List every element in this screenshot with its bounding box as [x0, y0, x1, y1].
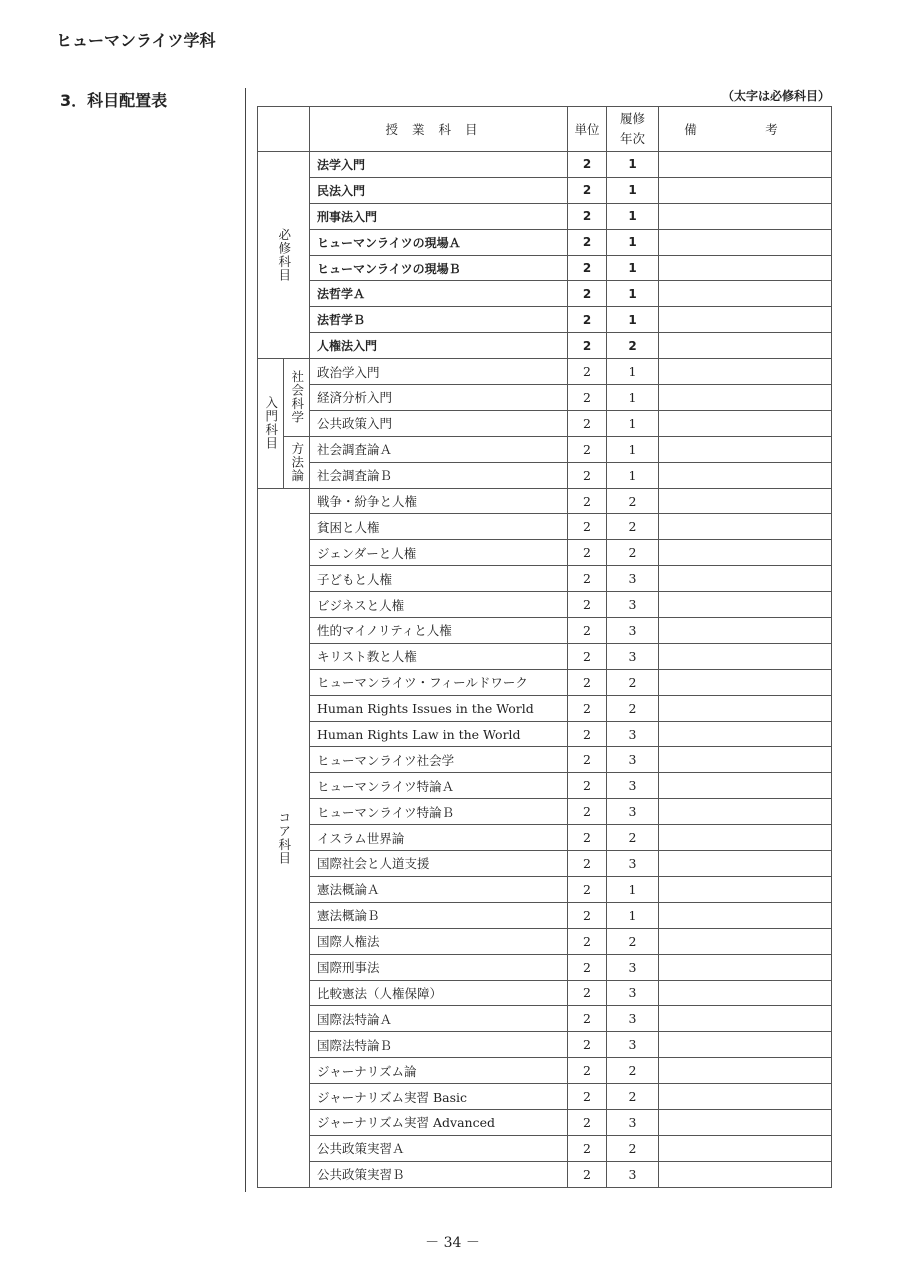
remarks-cell	[659, 928, 832, 954]
remarks-cell	[659, 203, 832, 229]
year-value: 1	[607, 203, 659, 229]
subject-name: キリスト教と人権	[310, 643, 568, 669]
credits-value: 2	[568, 281, 607, 307]
year-value: 1	[607, 876, 659, 902]
year-value: 3	[607, 773, 659, 799]
remarks-cell	[659, 359, 832, 385]
bold-note: （太字は必修科目）	[721, 89, 830, 103]
year-value: 3	[607, 980, 659, 1006]
credits-value: 2	[568, 488, 607, 514]
year-value: 1	[607, 410, 659, 436]
group-intro-social-label: 社会科学	[289, 370, 305, 425]
subject-name: 憲法概論Ａ	[310, 876, 568, 902]
table-row	[258, 954, 832, 980]
subject-name: ヒューマンライツ特論Ａ	[310, 773, 568, 799]
year-value: 1	[607, 462, 659, 488]
remarks-cell	[659, 954, 832, 980]
table-row	[258, 514, 832, 540]
year-value: 1	[607, 307, 659, 333]
subject-name: 社会調査論Ｂ	[310, 462, 568, 488]
year-value: 3	[607, 954, 659, 980]
subject-name: 公共政策実習Ａ	[310, 1135, 568, 1161]
subject-name: 政治学入門	[310, 359, 568, 385]
table-row	[258, 177, 832, 203]
remarks-cell	[659, 307, 832, 333]
year-value: 2	[607, 928, 659, 954]
table-row	[258, 876, 832, 902]
credits-value: 2	[568, 540, 607, 566]
remarks-cell	[659, 618, 832, 644]
subject-name: 法哲学Ｂ	[310, 307, 568, 333]
credits-value: 2	[568, 333, 607, 359]
subject-name: ヒューマンライツ特論Ｂ	[310, 799, 568, 825]
remarks-cell	[659, 462, 832, 488]
year-value: 3	[607, 1006, 659, 1032]
table-row	[258, 695, 832, 721]
group-intro-label: 入門科目	[263, 396, 279, 451]
subject-name: 子どもと人権	[310, 566, 568, 592]
credits-value: 2	[568, 1084, 607, 1110]
credits-value: 2	[568, 566, 607, 592]
table-row	[258, 488, 832, 514]
remarks-cell	[659, 592, 832, 618]
year-value: 1	[607, 902, 659, 928]
credits-value: 2	[568, 410, 607, 436]
credits-value: 2	[568, 618, 607, 644]
remarks-cell	[659, 540, 832, 566]
table-row	[258, 333, 832, 359]
credits-value: 2	[568, 773, 607, 799]
subject-name: イスラム世界論	[310, 825, 568, 851]
table-row	[258, 851, 832, 877]
subject-name: 刑事法入門	[310, 203, 568, 229]
subject-name: 公共政策実習Ｂ	[310, 1161, 568, 1187]
year-value: 3	[607, 1032, 659, 1058]
remarks-cell	[659, 1109, 832, 1135]
remarks-cell	[659, 1006, 832, 1032]
table-row	[258, 1032, 832, 1058]
year-value: 2	[607, 1084, 659, 1110]
table-row	[258, 1006, 832, 1032]
credits-value: 2	[568, 695, 607, 721]
year-value: 1	[607, 229, 659, 255]
credits-value: 2	[568, 229, 607, 255]
remarks-cell	[659, 902, 832, 928]
credits-value: 2	[568, 825, 607, 851]
credits-value: 2	[568, 255, 607, 281]
subject-name: 法哲学Ａ	[310, 281, 568, 307]
remarks-cell	[659, 152, 832, 178]
header-year-line1: 履修	[619, 111, 645, 126]
header-year	[607, 107, 659, 152]
credits-value: 2	[568, 876, 607, 902]
credits-value: 2	[568, 462, 607, 488]
credits-value: 2	[568, 1109, 607, 1135]
remarks-cell	[659, 747, 832, 773]
year-value: 3	[607, 566, 659, 592]
remarks-cell	[659, 436, 832, 462]
header-group-blank	[258, 107, 310, 152]
remarks-cell	[659, 773, 832, 799]
divider-line	[245, 88, 246, 1192]
table-row	[258, 592, 832, 618]
subject-name: 国際刑事法	[310, 954, 568, 980]
section-title: 3．科目配置表	[60, 91, 168, 110]
remarks-cell	[659, 385, 832, 411]
table-row	[258, 618, 832, 644]
remarks-cell	[659, 1032, 832, 1058]
remarks-cell	[659, 1161, 832, 1187]
remarks-cell	[659, 799, 832, 825]
remarks-cell	[659, 980, 832, 1006]
table-row	[258, 540, 832, 566]
year-value: 2	[607, 514, 659, 540]
subject-name: ジャーナリズム論	[310, 1058, 568, 1084]
table-row	[258, 1109, 832, 1135]
header-credits: 単位	[568, 107, 607, 152]
table-row	[258, 436, 832, 462]
remarks-cell	[659, 1058, 832, 1084]
subject-name: 国際人権法	[310, 928, 568, 954]
year-value: 2	[607, 488, 659, 514]
table-row	[258, 281, 832, 307]
credits-value: 2	[568, 436, 607, 462]
group-required-label: 必修科目	[276, 228, 292, 283]
year-value: 3	[607, 1161, 659, 1187]
table-header-row	[258, 107, 832, 152]
remarks-cell	[659, 825, 832, 851]
year-value: 1	[607, 255, 659, 281]
department-title: ヒューマンライツ学科	[56, 31, 216, 50]
remarks-cell	[659, 851, 832, 877]
table-row	[258, 410, 832, 436]
table-row	[258, 1161, 832, 1187]
year-value: 3	[607, 592, 659, 618]
subject-name: 戦争・紛争と人権	[310, 488, 568, 514]
subject-name: 国際法特論Ａ	[310, 1006, 568, 1032]
remarks-cell	[659, 1084, 832, 1110]
subject-name: 性的マイノリティと人権	[310, 618, 568, 644]
credits-value: 2	[568, 203, 607, 229]
subject-name: ヒューマンライツの現場Ａ	[310, 229, 568, 255]
remarks-cell	[659, 177, 832, 203]
subject-name: 比較憲法（人権保障）	[310, 980, 568, 1006]
year-value: 2	[607, 825, 659, 851]
table-row	[258, 255, 832, 281]
credits-value: 2	[568, 307, 607, 333]
subject-name: ジャーナリズム実習 Basic	[310, 1084, 568, 1110]
credits-value: 2	[568, 177, 607, 203]
subject-name: 国際社会と人道支援	[310, 851, 568, 877]
group-intro	[258, 359, 284, 488]
credits-value: 2	[568, 592, 607, 618]
credits-value: 2	[568, 928, 607, 954]
year-value: 1	[607, 436, 659, 462]
subject-name: Human Rights Issues in the World	[310, 695, 568, 721]
remarks-cell	[659, 643, 832, 669]
credits-value: 2	[568, 359, 607, 385]
curriculum-table	[257, 106, 832, 1188]
subject-name: 貧困と人権	[310, 514, 568, 540]
table-row	[258, 643, 832, 669]
header-year-line2: 年次	[619, 131, 645, 146]
year-value: 3	[607, 799, 659, 825]
remarks-cell	[659, 255, 832, 281]
header-subject: 授業科目	[310, 107, 568, 152]
table-row	[258, 1135, 832, 1161]
credits-value: 2	[568, 385, 607, 411]
subject-name: ヒューマンライツ・フィールドワーク	[310, 669, 568, 695]
year-value: 1	[607, 385, 659, 411]
year-value: 2	[607, 695, 659, 721]
table-row	[258, 203, 832, 229]
year-value: 2	[607, 1135, 659, 1161]
credits-value: 2	[568, 902, 607, 928]
credits-value: 2	[568, 514, 607, 540]
credits-value: 2	[568, 1135, 607, 1161]
subject-name: 国際法特論Ｂ	[310, 1032, 568, 1058]
table-row	[258, 747, 832, 773]
remarks-cell	[659, 566, 832, 592]
credits-value: 2	[568, 954, 607, 980]
subject-name: 憲法概論Ｂ	[310, 902, 568, 928]
year-value: 3	[607, 747, 659, 773]
subject-name: 公共政策入門	[310, 410, 568, 436]
year-value: 2	[607, 333, 659, 359]
subject-name: Human Rights Law in the World	[310, 721, 568, 747]
credits-value: 2	[568, 643, 607, 669]
remarks-cell	[659, 669, 832, 695]
table-row	[258, 566, 832, 592]
remarks-cell	[659, 333, 832, 359]
table-row	[258, 152, 832, 178]
year-value: 2	[607, 540, 659, 566]
remarks-cell	[659, 281, 832, 307]
remarks-cell	[659, 514, 832, 540]
table-row	[258, 359, 832, 385]
group-core	[258, 488, 310, 1187]
subject-name: ヒューマンライツの現場Ｂ	[310, 255, 568, 281]
table-row	[258, 799, 832, 825]
year-value: 1	[607, 177, 659, 203]
year-value: 3	[607, 851, 659, 877]
year-value: 2	[607, 669, 659, 695]
subject-name: 法学入門	[310, 152, 568, 178]
subject-name: 民法入門	[310, 177, 568, 203]
group-intro-method-label: 方法論	[289, 441, 305, 483]
subject-name: 人権法入門	[310, 333, 568, 359]
group-core-label: コア科目	[276, 810, 292, 865]
group-required	[258, 152, 310, 359]
year-value: 1	[607, 281, 659, 307]
table-row	[258, 928, 832, 954]
credits-value: 2	[568, 1058, 607, 1084]
header-remarks: 備 考	[659, 107, 832, 152]
table-row	[258, 825, 832, 851]
subject-name: ジェンダーと人権	[310, 540, 568, 566]
credits-value: 2	[568, 851, 607, 877]
subject-name: ビジネスと人権	[310, 592, 568, 618]
group-intro-method	[284, 436, 310, 488]
year-value: 3	[607, 721, 659, 747]
subject-name: 社会調査論Ａ	[310, 436, 568, 462]
subject-name: ジャーナリズム実習 Advanced	[310, 1109, 568, 1135]
group-intro-social	[284, 359, 310, 437]
credits-value: 2	[568, 669, 607, 695]
credits-value: 2	[568, 980, 607, 1006]
table-row	[258, 385, 832, 411]
year-value: 3	[607, 643, 659, 669]
table-row	[258, 980, 832, 1006]
table-row	[258, 1084, 832, 1110]
credits-value: 2	[568, 1006, 607, 1032]
subject-name: 経済分析入門	[310, 385, 568, 411]
credits-value: 2	[568, 1032, 607, 1058]
table-row	[258, 229, 832, 255]
table-row	[258, 721, 832, 747]
table-row	[258, 307, 832, 333]
table-row	[258, 462, 832, 488]
remarks-cell	[659, 721, 832, 747]
year-value: 1	[607, 359, 659, 385]
credits-value: 2	[568, 747, 607, 773]
credits-value: 2	[568, 152, 607, 178]
remarks-cell	[659, 1135, 832, 1161]
credits-value: 2	[568, 721, 607, 747]
page-number: － 34 －	[425, 1235, 480, 1251]
remarks-cell	[659, 876, 832, 902]
credits-value: 2	[568, 799, 607, 825]
table-row	[258, 773, 832, 799]
remarks-cell	[659, 410, 832, 436]
subject-name: ヒューマンライツ社会学	[310, 747, 568, 773]
remarks-cell	[659, 229, 832, 255]
remarks-cell	[659, 695, 832, 721]
year-value: 3	[607, 618, 659, 644]
table-row	[258, 669, 832, 695]
year-value: 1	[607, 152, 659, 178]
table-row	[258, 1058, 832, 1084]
year-value: 3	[607, 1109, 659, 1135]
table-row	[258, 902, 832, 928]
remarks-cell	[659, 488, 832, 514]
credits-value: 2	[568, 1161, 607, 1187]
year-value: 2	[607, 1058, 659, 1084]
